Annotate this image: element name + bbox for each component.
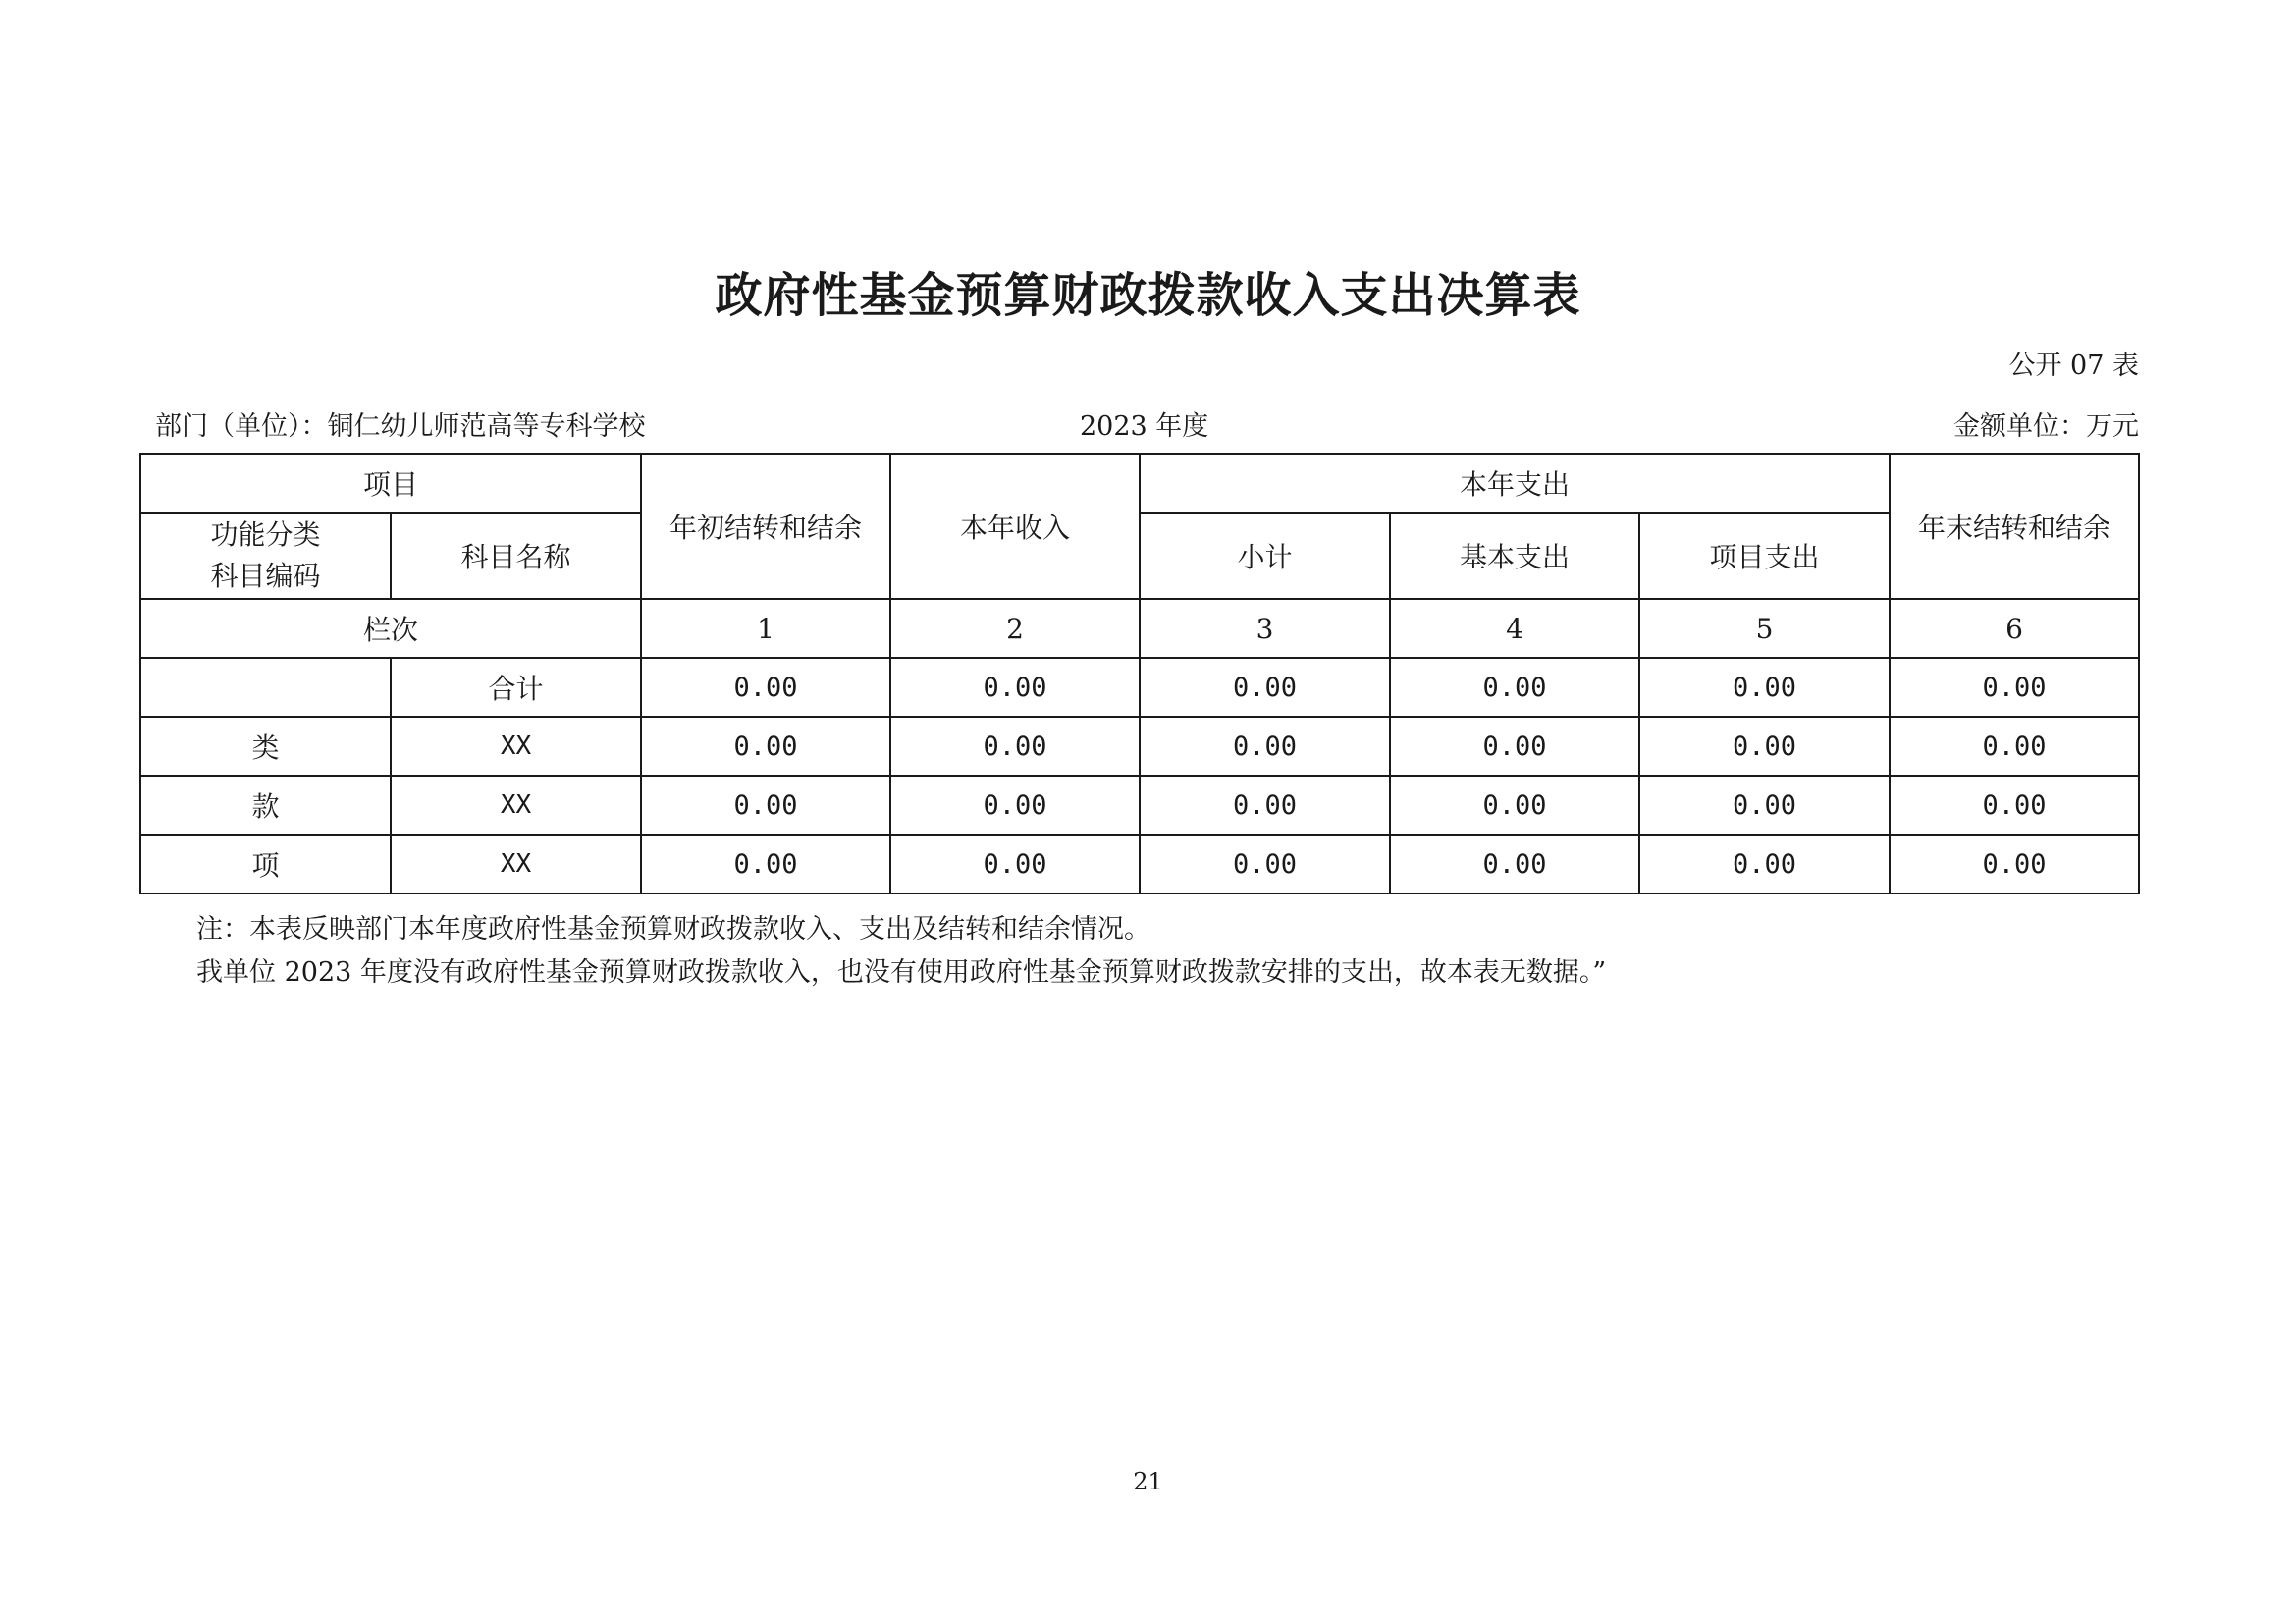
header-function-code-line2: 科目编码	[210, 560, 321, 592]
row-code	[140, 658, 391, 717]
budget-table	[139, 453, 2140, 894]
header-current-expense: 本年支出	[1140, 454, 1890, 513]
cell-value: 0.00	[1390, 717, 1639, 776]
cell-value: 0.00	[1390, 776, 1639, 835]
header-subject-name: 科目名称	[391, 513, 641, 599]
cell-value: 0.00	[641, 835, 890, 893]
table-row	[140, 776, 2139, 835]
header-closing-balance: 年末结转和结余	[1890, 454, 2139, 599]
cell-value: 0.00	[1390, 835, 1639, 893]
header-project-expense: 项目支出	[1639, 513, 1890, 599]
header-item: 项目	[140, 454, 641, 513]
cell-value: 0.00	[1890, 717, 2139, 776]
document-title: 政府性基金预算财政拨款收入支出决算表	[715, 268, 1581, 323]
amount-unit-label: 金额单位：万元	[1953, 411, 2139, 442]
column-index-row	[140, 599, 2139, 658]
row-name: XX	[391, 776, 641, 835]
cell-value: 0.00	[1390, 658, 1639, 717]
cell-value: 0.00	[1890, 658, 2139, 717]
table-row	[140, 717, 2139, 776]
cell-value: 0.00	[641, 717, 890, 776]
column-index-3: 3	[1140, 599, 1390, 658]
cell-value: 0.00	[1639, 717, 1890, 776]
cell-value: 0.00	[1140, 776, 1390, 835]
row-name: XX	[391, 835, 641, 893]
cell-value: 0.00	[641, 658, 890, 717]
column-index-label: 栏次	[140, 599, 641, 658]
cell-value: 0.00	[1639, 776, 1890, 835]
fiscal-year-label: 2023 年度	[1080, 411, 1209, 442]
cell-value: 0.00	[641, 776, 890, 835]
cell-value: 0.00	[1890, 776, 2139, 835]
page-number: 21	[1133, 1468, 1163, 1495]
column-index-4: 4	[1390, 599, 1639, 658]
header-row-1	[140, 454, 2139, 513]
row-code: 款	[140, 776, 391, 835]
header-row-2	[140, 513, 2139, 599]
cell-value: 0.00	[890, 658, 1140, 717]
column-index-2: 2	[890, 599, 1140, 658]
row-code: 类	[140, 717, 391, 776]
table-row	[140, 835, 2139, 893]
header-basic-expense: 基本支出	[1390, 513, 1639, 599]
row-name: 合计	[391, 658, 641, 717]
header-current-income: 本年收入	[890, 454, 1140, 599]
column-index-5: 5	[1639, 599, 1890, 658]
header-function-code-line1: 功能分类	[210, 518, 321, 551]
cell-value: 0.00	[1639, 658, 1890, 717]
table-notes	[196, 908, 1606, 995]
note-line: 注：本表反映部门本年度政府性基金预算财政拨款收入、支出及结转和结余情况。	[196, 914, 1150, 945]
note-line: 我单位 2023 年度没有政府性基金预算财政拨款收入，也没有使用政府性基金预算财政拨款安排的支出，故本表无数据。”	[196, 957, 1607, 988]
cell-value: 0.00	[1140, 658, 1390, 717]
column-index-6: 6	[1890, 599, 2139, 658]
cell-value: 0.00	[1140, 835, 1390, 893]
cell-value: 0.00	[890, 835, 1140, 893]
cell-value: 0.00	[1140, 717, 1390, 776]
row-code: 项	[140, 835, 391, 893]
header-subtotal: 小计	[1140, 513, 1390, 599]
table-row-total	[140, 658, 2139, 717]
header-opening-balance: 年初结转和结余	[641, 454, 890, 599]
department-label: 部门（单位）：铜仁幼儿师范高等专科学校	[155, 411, 646, 442]
cell-value: 0.00	[890, 776, 1140, 835]
cell-value: 0.00	[1890, 835, 2139, 893]
form-number: 公开 07 表	[2008, 351, 2139, 381]
column-index-1: 1	[641, 599, 890, 658]
header-function-code	[140, 513, 391, 599]
cell-value: 0.00	[890, 717, 1140, 776]
cell-value: 0.00	[1639, 835, 1890, 893]
row-name: XX	[391, 717, 641, 776]
